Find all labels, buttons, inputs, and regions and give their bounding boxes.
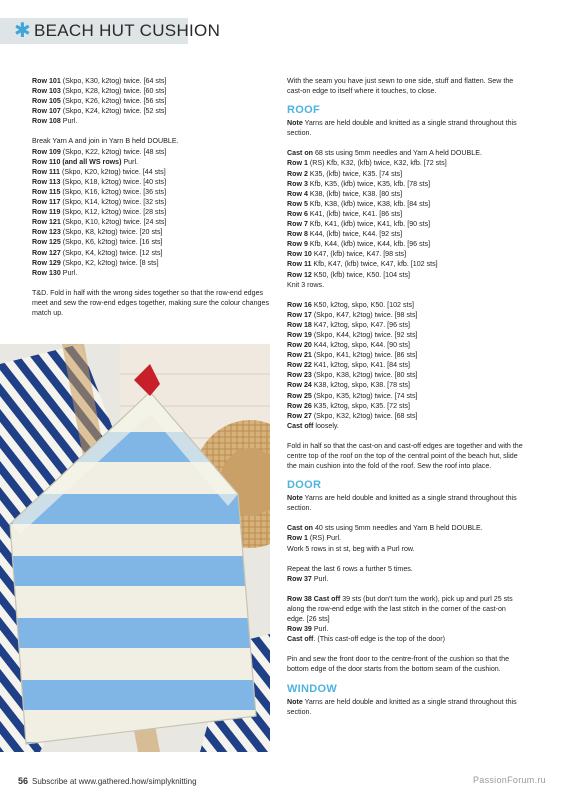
pattern-row: Row 18 K47, k2tog, skpo, K47. [96 sts] — [287, 320, 411, 329]
pattern-row: Row 11 Kfb, K47, (kfb) twice, K47, kfb. [102 sts] — [287, 260, 438, 269]
pattern-row: Row 109 (Skpo, K22, k2tog) twice. [48 sts] — [32, 147, 167, 156]
pattern-row: Row 125 (Skpo, K6, k2tog) twice. [16 sts] — [32, 238, 163, 247]
window-note: Note Yarns are held double and knitted as a single strand throughout this section. — [287, 697, 517, 716]
knit-rows-text: Knit 3 rows. — [287, 280, 325, 289]
break-yarn-text: Break Yarn A and join in Yarn B held DOUBLE. — [32, 137, 179, 146]
pattern-row: Row 6 K41, (kfb) twice, K41. [86 sts] — [287, 209, 403, 218]
door-row: Row 1 (RS) Purl. — [287, 534, 341, 543]
td-instructions: T&D. Fold in half with the wrong sides together so that the row-end edges meet and sew the row-end edges together, making sure the colour changes match up. — [32, 288, 269, 317]
pattern-row: Row 119 (Skpo, K12, k2tog) twice. [28 sts] — [32, 208, 167, 217]
page-number: 56 — [18, 776, 29, 786]
pattern-row: Row 25 (Skpo, K35, k2tog) twice. [74 sts] — [287, 391, 418, 400]
door-note: Note Yarns are held double and knitted as a single strand throughout this section. — [287, 494, 517, 513]
pattern-row: Row 127 (Skpo, K4, k2tog) twice. [12 sts] — [32, 248, 163, 257]
pattern-row: Row 24 K38, k2tog, skpo, K38. [78 sts] — [287, 381, 411, 390]
row-list — [32, 76, 270, 126]
pattern-row: Row 16 K50, k2tog, skpo, K50. [102 sts] — [287, 300, 414, 309]
asterisk-icon: ✱ — [14, 20, 31, 42]
roof-note: Note Yarns are held double and knitted as a single strand throughout this section. — [287, 119, 517, 138]
pattern-row: Row 17 (Skpo, K47, k2tog) twice. [98 sts] — [287, 310, 418, 319]
pattern-row: Row 108 Purl. — [32, 117, 78, 126]
page-footer — [18, 776, 197, 786]
pattern-row: Row 123 (Skpo, K8, k2tog) twice. [20 sts] — [32, 228, 163, 237]
pattern-row: Row 21 (Skpo, K41, k2tog) twice. [86 sts] — [287, 351, 418, 360]
pattern-row: Row 103 (Skpo, K28, k2tog) twice. [60 sts] — [32, 87, 167, 96]
roof-heading: ROOF — [287, 104, 320, 117]
pattern-row: Row 130 Purl. — [32, 268, 78, 277]
left-column — [32, 76, 270, 318]
pattern-row: Row 22 K41, k2tog, skpo, K41. [84 sts] — [287, 361, 411, 370]
pattern-row: Row 1 (RS) Kfb, K32, (kfb) twice, K32, kfb. [72 sts] — [287, 159, 447, 168]
pattern-row: Row 5 Kfb, K38, (kfb) twice, K38, kfb. [84 sts] — [287, 199, 431, 208]
pattern-row: Row 110 (and all WS rows) Purl. — [32, 157, 139, 166]
pattern-row: Row 101 (Skpo, K30, k2tog) twice. [64 sts] — [32, 77, 167, 85]
pattern-row: Row 9 Kfb, K44, (kfb) twice, K44, kfb. [96 sts] — [287, 240, 431, 249]
pattern-row: Row 4 K38, (kfb) twice, K38. [80 sts] — [287, 189, 403, 198]
door-row: Row 37 Purl. — [287, 574, 329, 583]
door-repeat-text: Repeat the last 6 rows a further 5 times. — [287, 564, 413, 573]
door-cast-on: Cast on 40 sts using 5mm needles and Yarn B held DOUBLE. — [287, 524, 483, 533]
pattern-row: Row 3 Kfb, K35, (kfb) twice, K35, kfb. [78 sts] — [287, 179, 431, 188]
pattern-row: Row 105 (Skpo, K26, k2tog) twice. [56 sts] — [32, 97, 167, 106]
door-cast-off: Cast off. (This cast-off edge is the top of the door) — [287, 635, 445, 644]
roof-cast-on: Cast on 68 sts using 5mm needles and Yarn A held DOUBLE. — [287, 149, 482, 158]
pattern-row: Row 117 (Skpo, K14, k2tog) twice. [32 sts] — [32, 198, 167, 207]
pattern-row: Row 113 (Skpo, K18, k2tog) twice. [40 sts] — [32, 177, 167, 186]
row-list — [287, 300, 523, 421]
pattern-row: Row 107 (Skpo, K24, k2tog) twice. [52 sts] — [32, 107, 167, 116]
row-list — [287, 158, 523, 279]
pattern-row: Row 8 K44, (kfb) twice, K44. [92 sts] — [287, 230, 403, 239]
pattern-row: Row 23 (Skpo, K38, k2tog) twice. [80 sts] — [287, 371, 418, 380]
door-pin-instructions: Pin and sew the front door to the centre-front of the cushion so that the bottom edge of the door starts from the bottom seam of the cushion. — [287, 655, 510, 674]
pattern-row: Row 20 K44, k2tog, skpo, K44. [90 sts] — [287, 341, 411, 350]
door-work-text: Work 5 rows in st st, beg with a Purl row. — [287, 544, 415, 553]
door-row: Row 39 Purl. — [287, 625, 329, 634]
roof-fold-instructions: Fold in half so that the cast-on and cast-off edges are together and with the centre top of the roof on the top of the central point of the beach hut, slide the main cushion into the fold of the roof. Sew the roof into place. — [287, 441, 523, 471]
pattern-row: Row 7 Kfb, K41, (kfb) twice, K41, kfb. [90 sts] — [287, 220, 431, 229]
watermark: PassionForum.ru — [472, 775, 546, 785]
pattern-row: Row 121 (Skpo, K10, k2tog) twice. [24 sts] — [32, 218, 167, 227]
page-header — [0, 18, 566, 44]
door-row: Row 38 Cast off 39 sts (but don't turn the work), pick up and purl 25 sts along the row-end edge with the last stitch in the corner of the cast-on edge. [26 sts] — [287, 594, 513, 624]
row-list — [32, 147, 270, 278]
pattern-row: Row 19 (Skpo, K44, k2tog) twice. [92 sts] — [287, 330, 418, 339]
page-title: BEACH HUT CUSHION — [34, 21, 221, 40]
roof-cast-off: Cast off loosely. — [287, 421, 339, 430]
pattern-row: Row 27 (Skpo, K32, k2tog) twice. [68 sts] — [287, 411, 418, 420]
pattern-row: Row 26 K35, k2tog, skpo, K35. [72 sts] — [287, 401, 411, 410]
door-heading: DOOR — [287, 479, 322, 492]
pattern-row: Row 12 K50, (kfb) twice, K50. [104 sts] — [287, 270, 411, 279]
cushion-photo — [0, 344, 270, 752]
pattern-row: Row 111 (Skpo, K20, k2tog) twice. [44 sts] — [32, 167, 166, 176]
pattern-row: Row 2 K35, (kfb) twice, K35. [74 sts] — [287, 169, 403, 178]
pattern-row: Row 10 K47, (kfb) twice, K47. [98 sts] — [287, 250, 407, 259]
pattern-row: Row 115 (Skpo, K16, k2tog) twice. [36 sts] — [32, 187, 167, 196]
subscribe-link[interactable]: Subscribe at www.gathered.how/simplyknitting — [32, 777, 197, 786]
window-heading: WINDOW — [287, 682, 338, 695]
pattern-row: Row 129 (Skpo, K2, k2tog) twice. [8 sts] — [32, 258, 159, 267]
right-column — [287, 76, 523, 717]
stuff-instructions: With the seam you have just sewn to one side, stuff and flatten. Sew the cast-on edge to itself where it touches, to close. — [287, 77, 514, 96]
